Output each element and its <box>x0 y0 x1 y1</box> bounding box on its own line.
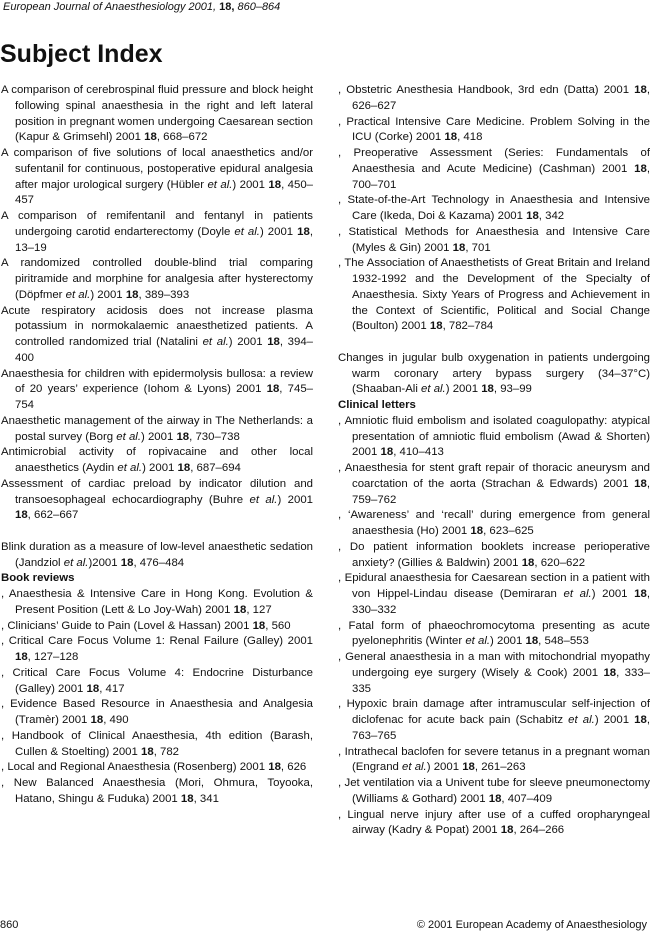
entry-pages: , 701 <box>465 241 491 254</box>
entry-pages: , 745–754 <box>15 383 314 411</box>
entry-volume: 18 <box>452 241 466 254</box>
index-entry <box>1 540 313 572</box>
entry-volume: 18 <box>15 651 28 663</box>
entry-year: ) 2001 <box>232 178 269 191</box>
entry-text: Changes in jugular bulb oxygenation in patients undergoing warm coronary artery bypass surgery (34–37°C) (Shaaban-Ali <box>338 351 650 396</box>
journal-year: 2001, <box>188 1 217 13</box>
entry-volume: 18 <box>481 383 494 396</box>
entry-text: , Anaesthesia & Intensive Care in Hong Kong. Evolution & Present Position (Lett & Lo Joy-Wah) 2001 <box>1 588 313 616</box>
entry-volume: 18 <box>634 714 647 726</box>
entry-volume: 18 <box>380 446 394 459</box>
index-entry <box>1 697 313 729</box>
entry-year: ) 2001 <box>142 462 178 474</box>
entry-text: , Clinicians’ Guide to Pain (Lovel & Hassan) 2001 <box>1 619 253 632</box>
entry-et-al: et al. <box>421 383 446 396</box>
entry-pages: , 620–622 <box>534 556 586 569</box>
index-entry <box>338 461 650 508</box>
entry-text: A randomized controlled double-blind trial comparing piritramide and morphine for analgesia after hysterectomy (Döpfmer <box>1 257 313 301</box>
entry-text: , Hypoxic brain damage after intramuscular self-injection of diclofenac for acute back pain (Schabitz <box>338 698 650 726</box>
entry-text: , Jet ventilation via a Univent tube for sleeve pneumonectomy (Williams & Gothard) 2001 <box>338 777 650 805</box>
index-entry <box>338 650 650 697</box>
entry-volume: 18 <box>444 131 458 144</box>
entry-year: ) 2001 <box>426 761 463 774</box>
copyright: © 2001 European Academy of Anaesthesiology <box>416 919 647 931</box>
index-entry <box>1 367 313 414</box>
entry-et-al: et al. <box>465 635 491 648</box>
entry-year: )2001 <box>88 556 121 569</box>
entry-pages: , 626–627 <box>352 84 650 112</box>
entry-et-al: et al. <box>402 761 427 774</box>
entry-text: , Intrathecal baclofen for severe tetanus in a pregnant woman (Engrand <box>338 745 650 774</box>
entry-pages: , 560 <box>265 619 291 632</box>
entry-pages: , 394–400 <box>15 336 314 364</box>
spacer <box>1 524 313 540</box>
entry-et-al: et al. <box>63 556 89 569</box>
entry-pages: , 730–738 <box>189 430 240 443</box>
index-entry <box>338 571 650 618</box>
left-column <box>1 83 313 808</box>
entry-text: , Lingual nerve injury after use of a cuffed oropharyngeal airway (Kadry & Popat) 2001 <box>338 808 650 837</box>
entry-year: ) 2001 <box>490 635 526 648</box>
entry-volume: 18 <box>266 383 280 396</box>
entry-volume: 18 <box>297 225 310 238</box>
entry-year: ) 2001 <box>259 225 298 238</box>
entry-pages: , 763–765 <box>352 714 650 742</box>
entry-text: , General anaesthesia in a man with mitochondrial myopathy undergoing eye surgery (Wisely & Cook) 2001 <box>338 651 650 679</box>
entry-pages: , 389–393 <box>138 288 190 301</box>
index-entry <box>1 209 313 256</box>
entry-text: A comparison of cerebrospinal fluid pressure and block height following spinal anaesthesia in the right and left lateral position in pregnant women undergoing Caesarean section (Kapur & Grimsehl) 2001 <box>1 84 313 144</box>
entry-pages: , 341 <box>193 792 219 805</box>
index-entry <box>1 776 313 808</box>
entry-text: , Practical Intensive Care Medicine. Problem Solving in the ICU (Corke) 2001 <box>338 115 650 144</box>
entry-volume: 18 <box>462 761 475 774</box>
index-entry <box>338 540 650 572</box>
entry-pages: , 490 <box>103 714 129 726</box>
entry-pages: , 687–694 <box>190 462 241 474</box>
entry-text: , Critical Care Focus Volume 4: Endocrine Disturbance (Galley) 2001 <box>1 666 313 695</box>
entry-text: , Evidence Based Resource in Anaesthesia and Analgesia (Tramèr) 2001 <box>1 698 313 726</box>
entry-text: , ‘Awareness’ and ‘recall’ during emergence from general anaesthesia (Ho) 2001 <box>338 509 650 537</box>
index-entry <box>338 808 650 840</box>
entry-volume: 18 <box>470 525 484 537</box>
index-entry <box>1 619 313 635</box>
entry-pages: , 782–784 <box>442 320 494 333</box>
entry-et-al: et al. <box>202 336 229 348</box>
entry-text: , New Balanced Anaesthesia (Mori, Ohmura, Toyooka, Hatano, Shingu & Fuduka) 2001 <box>1 777 313 805</box>
entry-text: , State-of-the-Art Technology in Anaesthesia and Intensive Care (Ikeda, Doi & Kazama) 2001 <box>338 194 650 222</box>
entry-pages: , 418 <box>457 131 483 144</box>
entry-year: ) 2001 <box>594 714 635 726</box>
entry-volume: 18 <box>177 462 191 474</box>
entry-text: A comparison of five solutions of local anaesthetics and/or sufentanil for continuous, postoperative epidural analgesia after major urological surgery (Hübler <box>1 147 313 191</box>
entry-text: , Do patient information booklets increase perioperative anxiety? (Gillies & Baldwin) 2001 <box>338 540 650 569</box>
entry-volume: 18 <box>267 336 280 348</box>
index-entry <box>338 619 650 651</box>
entry-pages: , 13–19 <box>15 225 314 254</box>
index-entry <box>338 83 650 115</box>
index-entry <box>338 745 650 777</box>
entry-year: ) 2001 <box>591 588 635 600</box>
entry-pages: , 450–457 <box>15 178 314 207</box>
index-entry <box>1 477 313 524</box>
entry-year: ) 2001 <box>141 430 177 443</box>
entry-volume: 18 <box>144 131 157 144</box>
entry-volume: 18 <box>15 509 28 522</box>
index-entry <box>338 414 650 461</box>
index-entry <box>1 304 313 367</box>
entry-pages: , 623–625 <box>483 525 534 537</box>
entry-pages: , 342 <box>538 210 565 222</box>
entry-volume: 18 <box>180 792 194 805</box>
index-entry <box>1 634 313 666</box>
entry-et-al: et al. <box>234 225 260 238</box>
entry-volume: 18 <box>233 603 247 616</box>
index-entry <box>338 697 650 744</box>
entry-text: Anaesthetic management of the airway in The Netherlands: a postal survey (Borg <box>1 414 313 443</box>
entry-volume: 18 <box>125 288 139 301</box>
entry-volume: 18 <box>268 761 281 774</box>
entry-volume: 18 <box>120 556 134 569</box>
entry-pages: , 410–413 <box>393 446 444 459</box>
entry-volume: 18 <box>634 588 647 600</box>
entry-volume: 18 <box>500 824 514 837</box>
right-column <box>338 83 650 839</box>
entry-text: , Local and Regional Anaesthesia (Rosenberg) 2001 <box>1 761 269 774</box>
entry-pages: , 759–762 <box>352 477 650 506</box>
entry-text: Antimicrobial activity of ropivacaine and other local anaesthetics (Aydin <box>1 446 313 474</box>
index-entry <box>338 256 650 335</box>
entry-text: , Obstetric Anesthesia Handbook, 3rd edn (Datta) 2001 <box>338 84 635 96</box>
entry-volume: 18 <box>141 745 154 758</box>
section-heading: Clinical letters <box>338 399 416 411</box>
index-entry <box>1 146 313 209</box>
entry-et-al: et al. <box>249 493 278 506</box>
index-entry <box>1 729 313 761</box>
index-entry <box>338 351 650 398</box>
entry-text: , Handbook of Clinical Anaesthesia, 4th edition (Barash, Cullen & Stoelting) 2001 <box>1 729 313 758</box>
journal-volume: 18, <box>219 1 235 13</box>
entry-pages: , 668–672 <box>156 131 208 144</box>
running-header <box>3 1 280 13</box>
entry-text: , The Association of Anaesthetists of Great Britain and Ireland 1932-1992 and the Development of the Specialty of Anaesthesia. Sixty Years of Progress and Achievement in the Context of Scientific, Political and Social Change (Boulton) 2001 <box>338 257 650 333</box>
entry-year: ) 2001 <box>277 493 313 506</box>
entry-et-al: et al. <box>207 178 233 191</box>
entry-pages: , 261–263 <box>474 761 526 774</box>
journal-name: European Journal of Anaesthesiology <box>3 1 186 13</box>
entry-volume: 18 <box>603 666 617 679</box>
entry-text: , Statistical Methods for Anaesthesia and Intensive Care (Myles & Gin) 2001 <box>338 225 650 254</box>
entry-text: , Anaesthesia for stent graft repair of thoracic aneurysm and coarctation of the aorta (Strachan & Edwards) 2001 <box>338 462 650 490</box>
entry-et-al: et al. <box>116 430 141 443</box>
entry-year: ) 2001 <box>445 383 482 396</box>
journal-pages: 860–864 <box>237 1 281 13</box>
entry-pages: , 407–409 <box>501 792 553 805</box>
entry-pages: , 700–701 <box>352 162 650 191</box>
entry-volume: 18 <box>176 430 190 443</box>
entry-volume: 18 <box>526 210 539 222</box>
entry-text: , Fatal form of phaeochromocytoma presenting as acute pyelonephritis (Winter <box>338 619 650 648</box>
entry-volume: 18 <box>429 320 443 333</box>
index-entry <box>1 587 313 619</box>
index-entry <box>338 508 650 540</box>
index-entry <box>1 666 313 698</box>
entry-volume: 18 <box>634 84 647 96</box>
entry-et-al: et al. <box>563 588 592 600</box>
index-entry <box>338 115 650 147</box>
entry-pages: , 127 <box>246 603 272 616</box>
entry-pages: , 476–484 <box>133 556 185 569</box>
entry-text: Anaesthesia for children with epidermolysis bullosa: a review of 20 years’ experience (Iohom & Lyons) 2001 <box>1 367 313 396</box>
index-entry <box>1 414 313 446</box>
entry-text: , Amniotic fluid embolism and isolated coagulopathy: atypical presentation of amniotic fluid embolism (Awad & Shorten) 2001 <box>338 414 650 459</box>
entry-et-al: et al. <box>568 714 595 726</box>
entry-pages: , 333–335 <box>352 666 650 695</box>
index-entry <box>1 760 313 776</box>
entry-volume: 18 <box>634 162 647 175</box>
entry-volume: 18 <box>268 178 282 191</box>
entry-volume: 18 <box>90 714 104 726</box>
entry-pages: , 127–128 <box>27 651 79 663</box>
index-entry <box>338 193 650 225</box>
index-entry <box>338 225 650 257</box>
index-entry <box>338 776 650 808</box>
entry-pages: , 782 <box>153 745 180 758</box>
entry-et-al: et al. <box>65 288 91 301</box>
entry-et-al: et al. <box>117 462 143 474</box>
entry-volume: 18 <box>252 619 266 632</box>
entry-pages: , 264–266 <box>513 824 565 837</box>
entry-volume: 18 <box>86 682 100 695</box>
index-entry <box>1 83 313 146</box>
spacer <box>338 335 650 351</box>
entry-pages: , 330–332 <box>352 588 650 616</box>
index-entry <box>1 256 313 303</box>
entry-volume: 18 <box>525 635 539 648</box>
index-entry <box>1 445 313 477</box>
page-number: 860 <box>0 919 19 931</box>
entry-pages: , 548–553 <box>538 635 589 648</box>
entry-text: Acute respiratory acidosis does not increase plasma potassium in normokalaemic anaesthetized patients. A controlled randomized trial (Natalini <box>1 304 313 348</box>
entry-volume: 18 <box>634 477 647 490</box>
entry-text: Assessment of cardiac preload by indicator dilution and transoesophageal echocardiography (Buhre <box>1 477 313 506</box>
entry-pages: , 662–667 <box>27 509 79 522</box>
entry-pages: , 626 <box>280 761 307 774</box>
entry-volume: 18 <box>488 792 502 805</box>
entry-text: A comparison of remifentanil and fentanyl in patients undergoing carotid endarterectomy (Doyle <box>1 210 313 238</box>
index-entry <box>338 146 650 193</box>
entry-text: Blink duration as a measure of low-level anaesthetic sedation (Jandziol <box>1 540 313 569</box>
entry-year: ) 2001 <box>228 336 268 348</box>
entry-text: , Critical Care Focus Volume 1: Renal Failure (Galley) 2001 <box>1 635 313 648</box>
entry-text: , Epidural anaesthesia for Caesarean section in a patient with von Hippel-Lindau disease (Demiraran <box>338 572 650 600</box>
entry-volume: 18 <box>521 556 535 569</box>
section-heading: Book reviews <box>1 572 75 585</box>
entry-text: , Preoperative Assessment (Series: Fundamentals of Anaesthesia and Acute Medicine) (Cashman) 2001 <box>338 147 650 175</box>
page-title: Subject Index <box>0 40 163 68</box>
entry-year: ) 2001 <box>90 288 126 301</box>
entry-pages: , 93–99 <box>493 383 532 396</box>
entry-pages: , 417 <box>99 682 125 695</box>
